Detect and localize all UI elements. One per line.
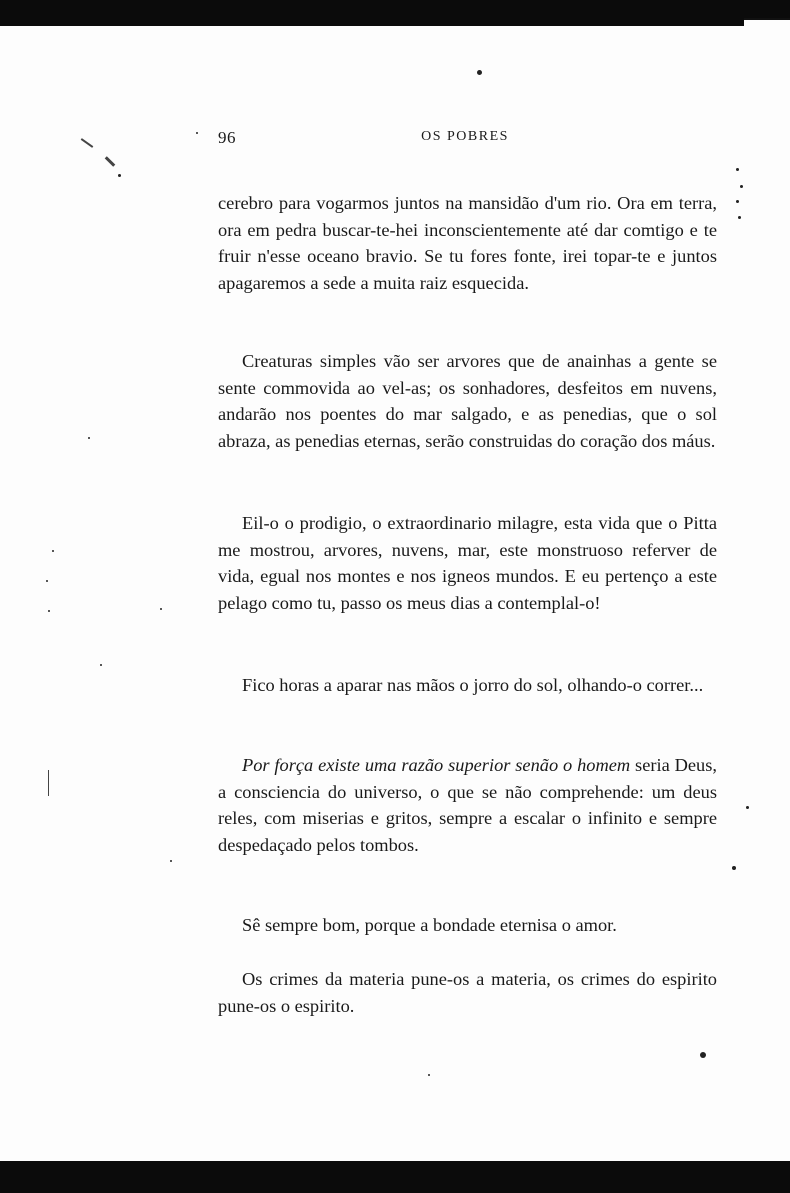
scan-speck: [118, 174, 121, 177]
scan-speck: [738, 216, 741, 219]
scan-speck: [196, 132, 198, 134]
scan-mark: [48, 770, 49, 796]
scan-speck: [46, 580, 48, 582]
paragraph-1: cerebro para vogarmos juntos na mansidão d'um rio. Ora em terra, ora em pedra buscar-te-hei inconscientemente até dar comtigo e te fruir n'esse oceano bravio. Se tu fores fonte, irei topar-te e juntos apagaremos a sede a muita raiz esquecida.: [218, 193, 717, 293]
bottom-scan-border: [0, 1161, 790, 1193]
scan-speck: [736, 200, 739, 203]
page-number: 96: [218, 128, 236, 147]
scan-speck: [740, 185, 743, 188]
scan-mark: [105, 156, 116, 167]
scan-speck: [746, 806, 749, 809]
paragraph-6: Sê sempre bom, porque a bondade eternisa o amor.: [242, 915, 617, 935]
scan-speck: [736, 168, 739, 171]
scan-speck: [732, 866, 736, 870]
paragraph-5-italic: Por força existe uma razão superior senão o homem: [242, 755, 631, 775]
running-head: OS POBRES: [421, 129, 509, 144]
paragraph-4: Fico horas a aparar nas mãos o jorro do sol, olhando-o correr...: [242, 675, 704, 695]
paragraph-2: Creaturas simples vão ser arvores que de anainhas a gente se sente commovida ao vel-as; os sonhadores, desfeitos em nuvens, andarão nos poentes do mar salgado, e as penedias, que o sol abraza, as penedias eternas, serão construidas do coração dos máus.: [218, 351, 717, 451]
paragraph-3: Eil-o o prodigio, o extraordinario milagre, esta vida que o Pitta me mostrou, arvores, nuvens, mar, este monstruoso referver de vida, egual nos montes e nos igneos mundos. E eu pertenço a este pelago como tu, passo os meus dias a contemplal-o!: [218, 513, 717, 613]
top-scan-border: [0, 0, 790, 26]
paragraph-5: [218, 752, 717, 858]
top-border-notch: [744, 18, 790, 28]
paragraph-7: Os crimes da materia pune-os a materia, os crimes do espirito pune-os o espirito.: [218, 969, 717, 1016]
scan-speck: [48, 610, 50, 612]
scan-speck: [428, 1074, 430, 1076]
paragraph-5-rest: seria Deus, a consciencia do universo, o que se não comprehende: um deus reles, com miserias e gritos, sempre a escalar o infinito e sempre despedaçado pelos tombos.: [218, 755, 717, 855]
scan-speck: [477, 70, 482, 75]
scan-speck: [170, 860, 172, 862]
scan-speck: [160, 608, 162, 610]
scan-speck: [700, 1052, 706, 1058]
scan-speck: [88, 437, 90, 439]
scan-speck: [100, 664, 102, 666]
scan-speck: [52, 550, 54, 552]
